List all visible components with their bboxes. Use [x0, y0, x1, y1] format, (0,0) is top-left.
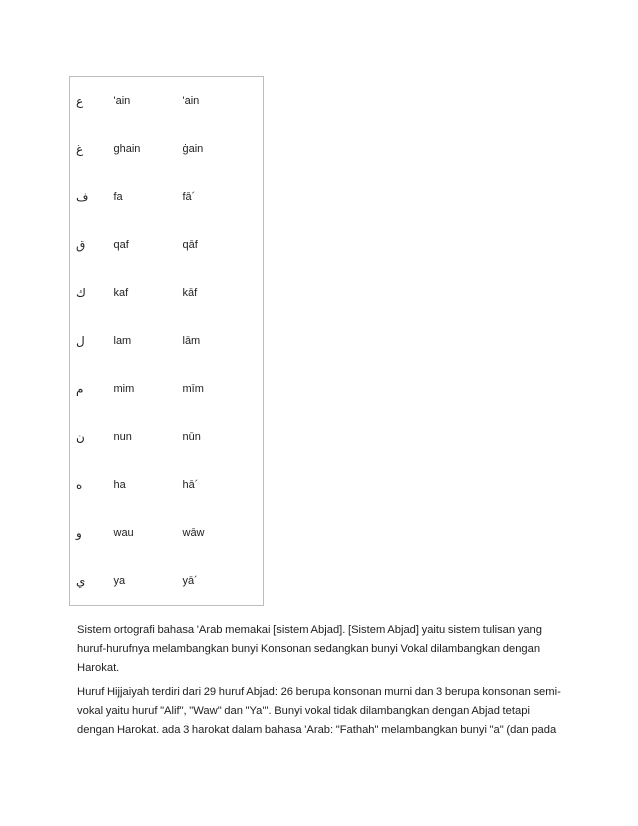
letter-name-cell: lam: [113, 335, 132, 347]
table-row: [70, 269, 264, 317]
paragraph-line: dengan Harokat. ada 3 harokat dalam bahasa 'Arab: "Fathah" melambangkan bunyi "a" (dan pada: [77, 724, 557, 736]
transliteration-cell: hā´: [182, 479, 199, 491]
paragraph-line: vokal yaitu huruf "Alif", "Waw" dan "Ya'". Bunyi vokal tidak dilambangkan dengan Abjad tetapi: [77, 705, 530, 717]
table-row: [70, 317, 264, 365]
paragraph-orthography: [77, 621, 567, 678]
table-row: [70, 461, 264, 509]
table-body: [70, 77, 264, 606]
paragraph-line: Huruf Hijjaiyah terdiri dari 29 huruf Abjad: 26 berupa konsonan murni dan 3 berupa konsonan semi-: [77, 686, 561, 698]
arabic-letter-cell: ي: [76, 574, 86, 588]
transliteration-cell: ġain: [182, 143, 204, 155]
arabic-letter-cell: م: [76, 382, 84, 396]
letter-name-cell: kaf: [113, 287, 129, 299]
paragraph-line: Sistem ortografi bahasa 'Arab memakai [sistem Abjad]. [Sistem Abjad] yaitu sistem tulisan yang: [77, 624, 542, 636]
arabic-letters-table: [69, 76, 264, 606]
letter-name-cell: ghain: [113, 143, 141, 155]
paragraph-line: huruf-hurufnya melambangkan bunyi Konsonan sedangkan bunyi Vokal dilambangkan dengan: [77, 643, 541, 655]
transliteration-cell: 'ain: [182, 95, 200, 107]
letter-name-cell: fa: [113, 191, 123, 203]
transliteration-cell: yā´: [182, 575, 198, 587]
letter-name-cell: mim: [113, 383, 135, 395]
paragraph-line: Harokat.: [77, 662, 120, 674]
transliteration-cell: nūn: [182, 431, 201, 443]
transliteration-cell: qāf: [182, 239, 198, 251]
table-row: [70, 413, 264, 461]
arabic-letter-cell: غ: [76, 142, 84, 156]
transliteration-cell: wāw: [182, 527, 205, 539]
table-row: [70, 557, 264, 606]
transliteration-cell: lām: [182, 335, 201, 347]
arabic-letter-cell: و: [76, 526, 82, 540]
table-row: [70, 365, 264, 413]
transliteration-cell: kāf: [182, 287, 198, 299]
arabic-letter-cell: ه: [76, 478, 83, 492]
table-row: [70, 77, 264, 126]
transliteration-cell: mīm: [182, 383, 204, 395]
letter-name-cell: qaf: [113, 239, 129, 251]
arabic-letter-cell: ن: [76, 430, 85, 444]
table-row: [70, 509, 264, 557]
arabic-letter-cell: ع: [76, 94, 84, 108]
letter-name-cell: 'ain: [113, 95, 131, 107]
letter-name-cell: wau: [113, 527, 134, 539]
arabic-letter-cell: ل: [76, 334, 85, 348]
letter-name-cell: ha: [113, 479, 126, 491]
transliteration-cell: fā´: [182, 191, 196, 203]
letter-name-cell: nun: [113, 431, 132, 443]
arabic-letter-cell: ق: [76, 238, 86, 252]
arabic-letter-cell: ك: [76, 286, 86, 300]
letter-name-cell: ya: [113, 575, 126, 587]
table-row: [70, 173, 264, 221]
table-row: [70, 221, 264, 269]
arabic-letter-cell: ف: [76, 190, 89, 204]
table-row: [70, 125, 264, 173]
paragraph-hijaiyah: [77, 683, 567, 740]
